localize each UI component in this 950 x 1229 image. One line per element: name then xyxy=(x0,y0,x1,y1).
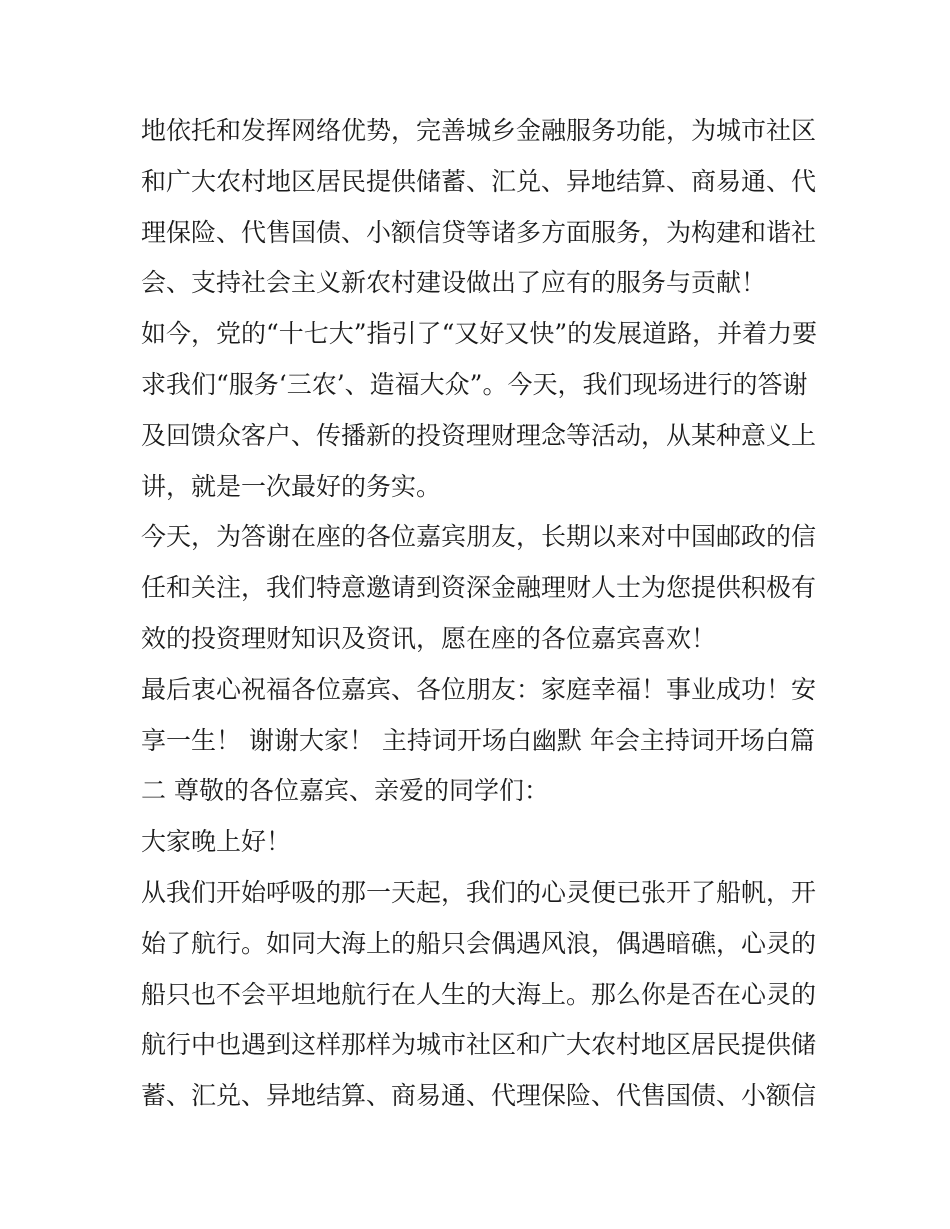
text-line: 船只也不会平坦地航行在人生的大海上。那么你是否在心灵的 xyxy=(141,979,817,1009)
text-line: 享一生！ 谢谢大家！ 主持词开场白幽默 年会主持词开场白篇 xyxy=(141,725,815,755)
text-line: 和广大农村地区居民提供储蓄、汇兑、异地结算、商易通、代 xyxy=(141,166,817,196)
document-body xyxy=(141,106,818,1122)
text-line: 大家晚上好！ xyxy=(141,827,292,857)
text-line: 效的投资理财知识及资讯，愿在座的各位嘉宾喜欢！ xyxy=(141,623,717,653)
text-line: 会、支持社会主义新农村建设做出了应有的服务与贡献！ xyxy=(141,268,767,298)
text-line: 任和关注，我们特意邀请到资深金融理财人士为您提供积极有 xyxy=(141,573,817,603)
text-line: 讲，就是一次最好的务实。 xyxy=(141,471,442,501)
text-line: 今天，为答谢在座的各位嘉宾朋友，长期以来对中国邮政的信 xyxy=(141,522,817,552)
text-line: 理保险、代售国债、小额信贷等诸多方面服务，为构建和谐社 xyxy=(141,217,817,247)
text-line: 如今，党的“十七大”指引了“又好又快”的发展道路，并着力要 xyxy=(141,319,818,349)
text-line: 二 尊敬的各位嘉宾、亲爱的同学们： xyxy=(141,776,549,806)
text-line: 蓄、汇兑、异地结算、商易通、代理保险、代售国债、小额信 xyxy=(141,1081,817,1111)
text-line: 始了航行。如同大海上的船只会偶遇风浪，偶遇暗礁，心灵的 xyxy=(141,928,817,958)
text-line: 最后衷心祝福各位嘉宾、各位朋友：家庭幸福！事业成功！安 xyxy=(141,674,817,704)
text-line: 地依托和发挥网络优势，完善城乡金融服务功能，为城市社区 xyxy=(141,116,817,145)
text-line: 及回馈众客户、传播新的投资理财理念等活动，从某种意义上 xyxy=(141,420,817,450)
text-line: 从我们开始呼吸的那一天起，我们的心灵便已张开了船帆，开 xyxy=(141,877,817,907)
text-line: 求我们“服务‘三农’、造福大众”。今天，我们现场进行的答谢 xyxy=(141,369,808,399)
text-line: 航行中也遇到这样那样为城市社区和广大农村地区居民提供储 xyxy=(141,1030,817,1060)
